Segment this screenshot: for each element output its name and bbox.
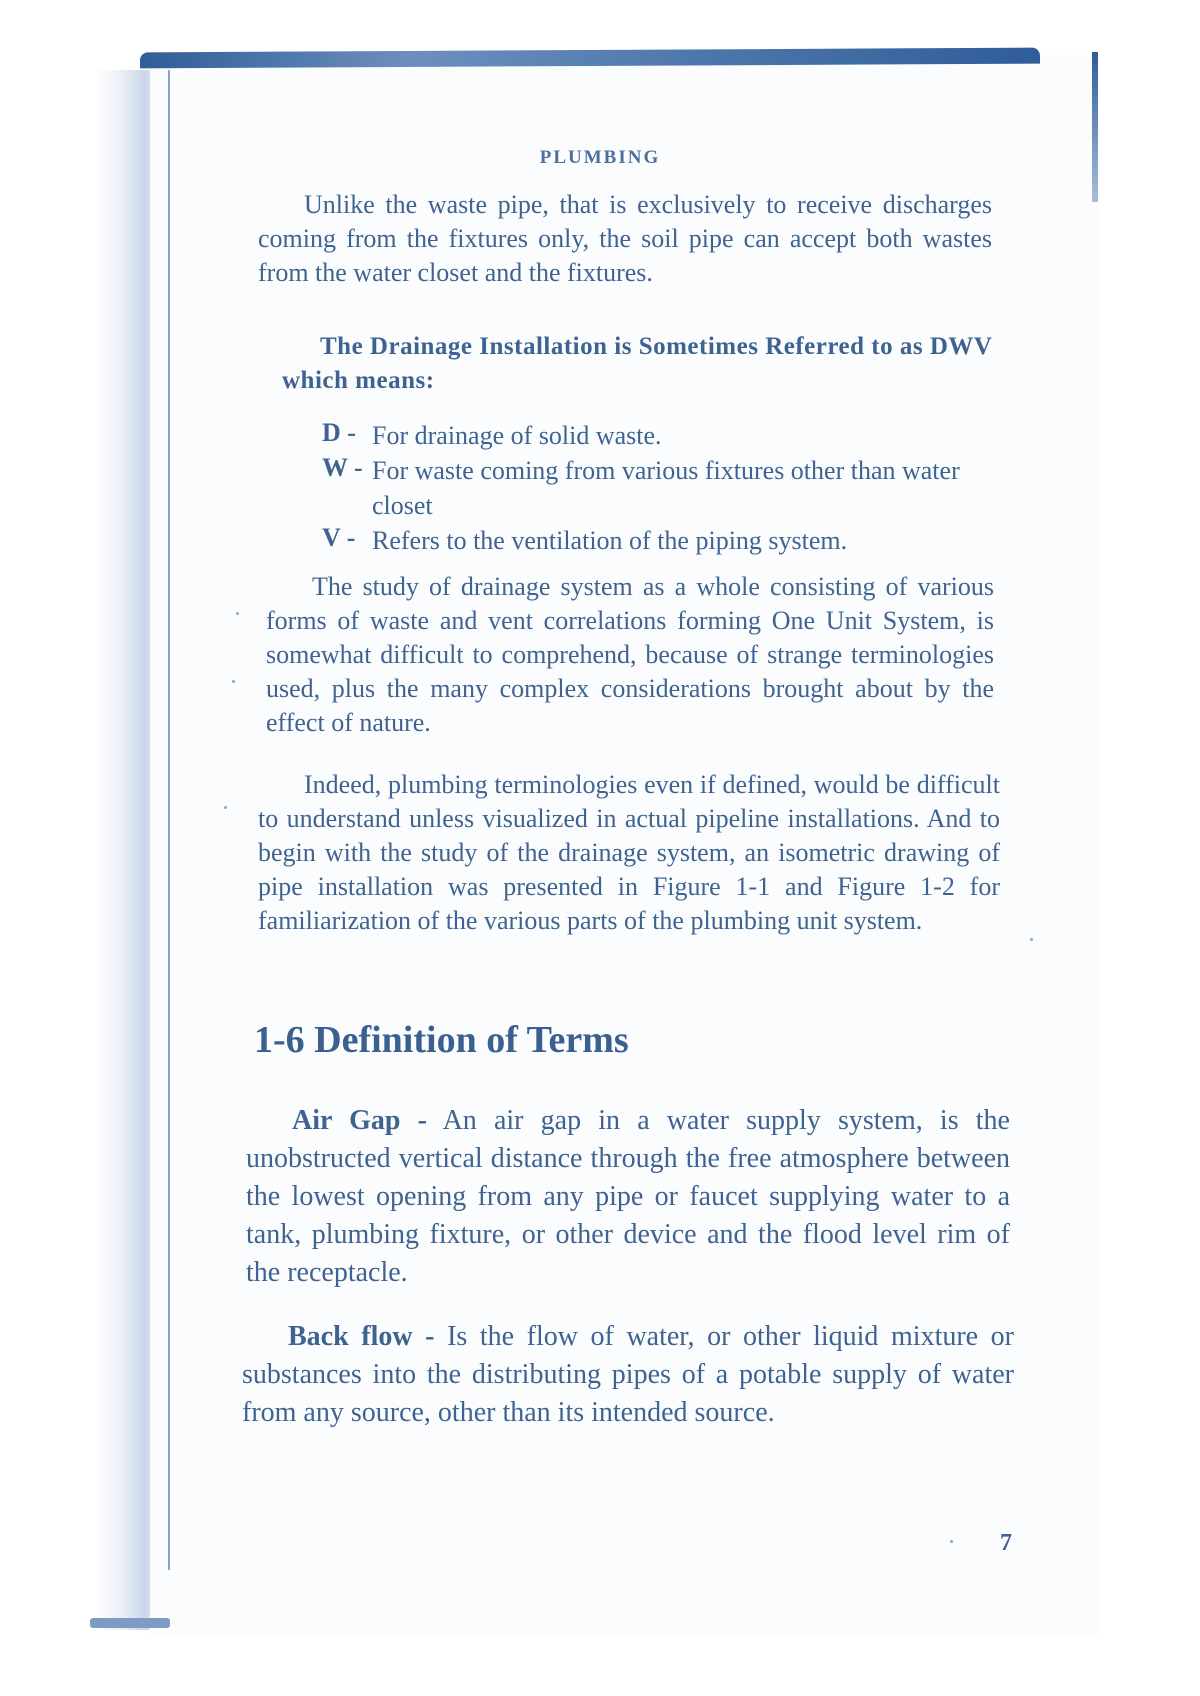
indeed-paragraph-text: Indeed, plumbing terminologies even if defined, would be difficult to understand unless visualized in actual pipeline installations. And to begin with the study of the drainage system, an isometric drawing of pipe installation was presented in Figure 1-1 and Figure 1-2 for familiarization of the various parts of the plumbing unit system. xyxy=(258,770,1000,935)
intro-paragraph-text: Unlike the waste pipe, that is exclusively to receive discharges coming from the fixtures only, the soil pipe can accept both wastes from the water closet and the fixtures. xyxy=(258,190,992,287)
dwv-text: For waste coming from various fixtures other than water closet xyxy=(372,456,960,520)
term-back-flow xyxy=(242,1318,1014,1432)
term-definition: An air gap in a water supply system, is the unobstructed vertical distance through the free atmosphere between the lowest opening from any pipe or faucet supplying water to a tank, plumbing fixture, or other device and the flood level rim of the receptacle. xyxy=(246,1105,1010,1288)
study-paragraph-text: The study of drainage system as a whole consisting of various forms of waste and vent correlations forming One Unit System, is somewhat difficult to comprehend, because of strange terminologies used, plus the many complex considerations brought about by the effect of nature. xyxy=(266,572,994,737)
dwv-letter: D - xyxy=(322,418,356,447)
intro-paragraph xyxy=(258,188,992,290)
term-label: Air Gap - xyxy=(292,1105,427,1136)
section-title: 1-6 Definition of Terms xyxy=(254,1019,629,1061)
dwv-item-w xyxy=(322,453,1002,523)
dwv-letter: W - xyxy=(322,453,363,482)
dwv-item-d xyxy=(322,418,1002,453)
term-air-gap xyxy=(246,1102,1010,1292)
scan-speck xyxy=(224,806,227,809)
page-number: 7 xyxy=(1000,1530,1012,1556)
gutter-line xyxy=(168,70,170,1570)
term-definition: Is the flow of water, or other liquid mixture or substances into the distributing pipes of a potable supply of water from any source, other than its intended source. xyxy=(242,1321,1014,1428)
dwv-item-v xyxy=(322,523,1002,558)
page-right-edge xyxy=(1092,52,1098,202)
indeed-paragraph xyxy=(258,768,1000,938)
dwv-text: Refers to the ventilation of the piping system. xyxy=(372,526,848,555)
spine-foot xyxy=(90,1618,170,1628)
dwv-heading-text: The Drainage Installation is Sometimes Referred to as DWV which means: xyxy=(282,333,992,394)
scan-speck xyxy=(232,680,235,683)
scan-speck xyxy=(1030,938,1033,941)
scan-speck xyxy=(236,612,239,615)
dwv-list xyxy=(322,418,1002,558)
dwv-heading xyxy=(282,330,994,398)
dwv-letter: V - xyxy=(322,523,356,552)
study-paragraph xyxy=(266,570,994,740)
scan-speck xyxy=(950,1540,953,1543)
dwv-text: For drainage of solid waste. xyxy=(372,421,662,450)
term-label: Back flow - xyxy=(288,1321,435,1352)
running-head: PLUMBING xyxy=(539,147,661,168)
